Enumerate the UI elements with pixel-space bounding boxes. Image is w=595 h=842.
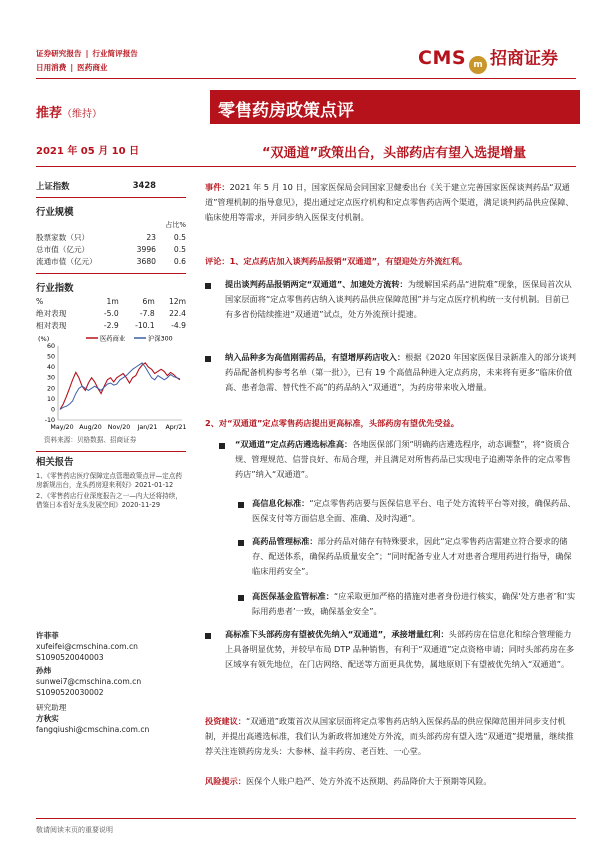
bullet-icon — [205, 356, 211, 362]
bullet-icon — [238, 540, 244, 546]
comment-para — [205, 254, 577, 269]
analysts — [36, 630, 186, 735]
y-tick-label: -10 — [44, 417, 55, 424]
analyst-name: 孙炜 — [36, 666, 52, 675]
analyst-email[interactable]: sunwei7@cmschina.com.cn — [36, 677, 142, 686]
rating-detail: （维持） — [62, 109, 103, 120]
investment-advice — [205, 714, 577, 760]
perf-col-header: 1m — [106, 296, 119, 306]
advice-text: “双通道”政策首次从国家层面将定点零售药店纳入医保药品的供应保障范围并同步支付机制，并提出高遴选标准，我们认为新政将加速处方外流，而头部药房有望入选“双通道”提增量，继续推荐关注连锁药房龙头：大参林、益丰药房、老百姓、一心堂。 — [205, 716, 574, 757]
point-1 — [225, 277, 577, 323]
bullet-icon — [238, 595, 244, 601]
related-item: 2、《零售药店行业深度报告之一—内大还将持续，借鉴日本看好龙头发展空间》2020-11-29 — [36, 492, 182, 509]
perf-name: 绝对表现 — [36, 308, 67, 318]
perf-value: -2.9 — [103, 320, 119, 330]
scale-row — [36, 243, 186, 255]
header-meta — [36, 47, 138, 75]
y-tick-label: 10 — [46, 395, 55, 403]
rating-label: 推荐 — [36, 106, 63, 121]
standard-item — [252, 534, 577, 580]
logo-cn: 招商证券 — [490, 49, 559, 69]
standard-item-text: “应采取更加严格的措施对患者身份进行核实，确保‘处方患者’和‘实际用药患者’一致，确保基金安全”。 — [252, 591, 576, 617]
bullet-icon — [205, 633, 211, 639]
standards-head: “双通道”定点药店遴选标准高： — [235, 439, 353, 449]
main-title: “双通道”政策出台，头部药店有望入选提增量 — [262, 146, 527, 161]
performance-chart — [36, 332, 186, 434]
standards-text: 各地医保部门须“明确药店遴选程序，动态调整”，将“资质合规、管理规范、信誉良好、布局合理，并且满足对所售药品已实现电子追溯等条件的定点零售药店”纳入“双通道”。 — [235, 439, 571, 480]
point-text: 头部药房在信息化和综合管理能力上具备明显优势，并较早布局 DTP 品种销售，有利于“双通道”定点资格申请；同时头部药房在多区域享有领先地位，在门店网络、配送等方面更具优势，属地原则下有望被优先纳入“双通道”。 — [225, 629, 575, 670]
scale-name: 总市值（亿元） — [36, 244, 90, 254]
risk-text: 医保个人账户趋严、处方外流不达预期、药品降价大于预期等风险。 — [245, 776, 492, 786]
assistant-name: 方秋实 — [36, 714, 59, 723]
standards — [235, 437, 577, 483]
report-type-2: 行业简评报告 — [92, 49, 138, 58]
point-3 — [225, 627, 577, 673]
logo-cms: CMS — [418, 47, 467, 69]
related-item: 1、《零售药店医疗保障定点管理政策点评—定点药房新规出台，龙头药房迎来利好》2021-01-12 — [36, 472, 182, 489]
section-2: 2、对“双通道”定点零售药店提出更高标准，头部药房有望优先受益。 — [205, 418, 459, 428]
related-reports — [36, 451, 186, 510]
separator: | — [85, 49, 89, 58]
point-head: 高标准下头部药房有望被优先纳入“双通道”，承接增量红利： — [225, 629, 449, 639]
risk-warning — [205, 774, 577, 789]
assistant-role: 研究助理 — [36, 703, 67, 712]
industry-scale-label: 行业规模 — [36, 207, 74, 218]
standard-item-text: 部分药品对储存有特殊要求，因此“定点零售药店需建立符合要求的储存、配送体系，确保药品质量安全”；“同时配备专业人才对患者合理用药进行指导，确保临床用药安全”。 — [252, 536, 572, 577]
standard-item-text: “定点零售药店要与医保信息平台、电子处方流转平台等对接，确保药品、医保支付等方面信息全面、准确、及时沟通”。 — [252, 498, 576, 524]
event-text: 2021 年 5 月 10 日，国家医保局会同国家卫健委出台《关于建立完善国家医保谈判药品“双通道”管理机制的指导意见》，提出通过定点医疗机构和定点零售药店两个渠道，满足谈判药品供应保障、临床使用等需求，并同步纳入医保支付机制。 — [205, 182, 574, 223]
point-text: 根据《2020 年国家医保目录新准入的部分谈判药品配备机构参考名单（第一批）》，已有 19 个高值品种进入定点药房，未来将有更多“临床价值高、患者急需、替代性不高”的药品纳入“双通道”，为药房带来收入增量。 — [225, 352, 576, 393]
scale-pct: 0.5 — [173, 244, 186, 254]
comment-text: 1、定点药店加入谈判药品报销“双通道”，有望迎处方外流红利。 — [229, 256, 468, 266]
index-value: 3428 — [132, 180, 156, 190]
y-tick-label: 0 — [50, 406, 55, 414]
perf-unit: % — [36, 296, 44, 306]
standard-item — [252, 589, 577, 619]
footer-divider — [36, 818, 576, 819]
point-text: 为缓解国采药品“进院难”现象，医保局首次从国家层面将“定点零售药店纳入谈判药品供应保障范围”并与定点医疗机构统一支付机制。目前已有多省份陆续推进“双通道”试点，处方外流预计提速。 — [225, 279, 572, 320]
y-tick-label: 60 — [46, 343, 55, 350]
scale-value: 23 — [146, 232, 156, 242]
standard-item-head: 高信息化标准： — [252, 498, 310, 508]
legend-item: 医药商业 — [100, 335, 126, 343]
chart-ylabel: (%) — [38, 335, 50, 343]
x-tick-label: Aug/20 — [79, 424, 102, 431]
event-para — [205, 180, 577, 226]
event-label: 事件： — [205, 182, 230, 192]
scale-value: 3996 — [136, 244, 156, 254]
bullet-icon — [205, 283, 211, 289]
perf-value: -7.8 — [139, 308, 155, 318]
risk-label: 风险提示： — [205, 776, 246, 786]
point-2 — [225, 350, 577, 396]
divider — [36, 273, 186, 274]
logo-circle-icon: m — [469, 56, 487, 74]
point-head: 纳入品种多为高值刚需药品，有望增厚药店收入： — [225, 352, 406, 362]
series-line — [60, 363, 180, 410]
standard-item-head: 高医保基金监管标准： — [252, 591, 334, 601]
footer-note: 敬请阅读末页的重要说明 — [36, 826, 113, 834]
standard-item — [252, 496, 577, 526]
analyst-name: 许菲菲 — [36, 631, 59, 640]
header-divider — [36, 78, 576, 79]
y-tick-label: 40 — [46, 364, 55, 372]
industry-scale-table — [36, 231, 186, 267]
perf-row — [36, 307, 186, 319]
perf-value: -10.1 — [135, 320, 155, 330]
analyst-cert: S1090520040003 — [36, 653, 104, 662]
legend-item: 沪深300 — [148, 335, 173, 343]
x-tick-label: Apr/21 — [165, 424, 186, 431]
rating — [36, 102, 102, 121]
sector-1: 日用消费 — [36, 63, 67, 72]
analyst-cert: S1090520030002 — [36, 688, 104, 697]
scale-name: 流通市值（亿元） — [36, 256, 97, 266]
x-tick-label: May/20 — [50, 424, 74, 431]
company-logo — [418, 44, 578, 74]
industry-scale — [36, 204, 186, 274]
perf-value: -4.9 — [171, 320, 186, 330]
chart-svg — [36, 332, 186, 434]
advice-label: 投资建议： — [205, 716, 246, 726]
perf-value: -5.0 — [103, 308, 119, 318]
perf-value: 22.4 — [169, 308, 186, 318]
divider — [36, 451, 186, 452]
sector-2: 医药商业 — [77, 63, 108, 72]
y-tick-label: 50 — [46, 353, 55, 361]
scale-row — [36, 231, 186, 243]
report-date: 2021 年 05 月 10 日 — [36, 146, 140, 157]
x-tick-label: Nov/20 — [107, 424, 131, 431]
scale-pct: 0.6 — [173, 256, 186, 266]
title-divider — [36, 166, 576, 167]
chart-source: 资料来源：贝格数据、招商证券 — [44, 436, 137, 444]
standard-item-head: 高药品管理标准： — [252, 536, 318, 546]
bullet-icon — [219, 443, 225, 449]
report-type-1: 证券研究报告 — [36, 49, 82, 58]
bullet-icon — [238, 502, 244, 508]
separator: | — [70, 63, 74, 72]
perf-col-header: 12m — [168, 296, 186, 306]
perf-row — [36, 319, 186, 331]
point-head: 提出谈判药品报销两定“双通道”、加速处方流转： — [225, 279, 408, 289]
industry-perf-label: 行业指数 — [36, 283, 74, 294]
scale-row — [36, 255, 186, 267]
related-label: 相关报告 — [36, 457, 74, 468]
perf-header-row — [36, 295, 186, 307]
scale-value: 3680 — [136, 256, 156, 266]
perf-col-header: 6m — [142, 296, 155, 306]
divider — [36, 197, 186, 198]
y-tick-label: 30 — [46, 374, 55, 382]
comment-label: 评论： — [205, 256, 230, 266]
industry-perf-table — [36, 295, 186, 331]
x-tick-label: Jan/21 — [137, 424, 158, 431]
perf-name: 相对表现 — [36, 320, 67, 330]
industry-perf — [36, 280, 186, 331]
y-tick-label: 20 — [46, 385, 55, 393]
index-block — [36, 180, 186, 198]
scale-col-header: 占比% — [165, 221, 186, 229]
analyst-email[interactable]: xufeifei@cmschina.com.cn — [36, 642, 138, 651]
banner-title: 零售药房政策点评 — [218, 101, 354, 121]
scale-pct: 0.5 — [173, 232, 186, 242]
assistant-email[interactable]: fangqiushi@cmschina.com.cn — [36, 725, 150, 734]
index-label: 上证指数 — [36, 181, 70, 191]
scale-name: 股票家数（只） — [36, 232, 90, 242]
